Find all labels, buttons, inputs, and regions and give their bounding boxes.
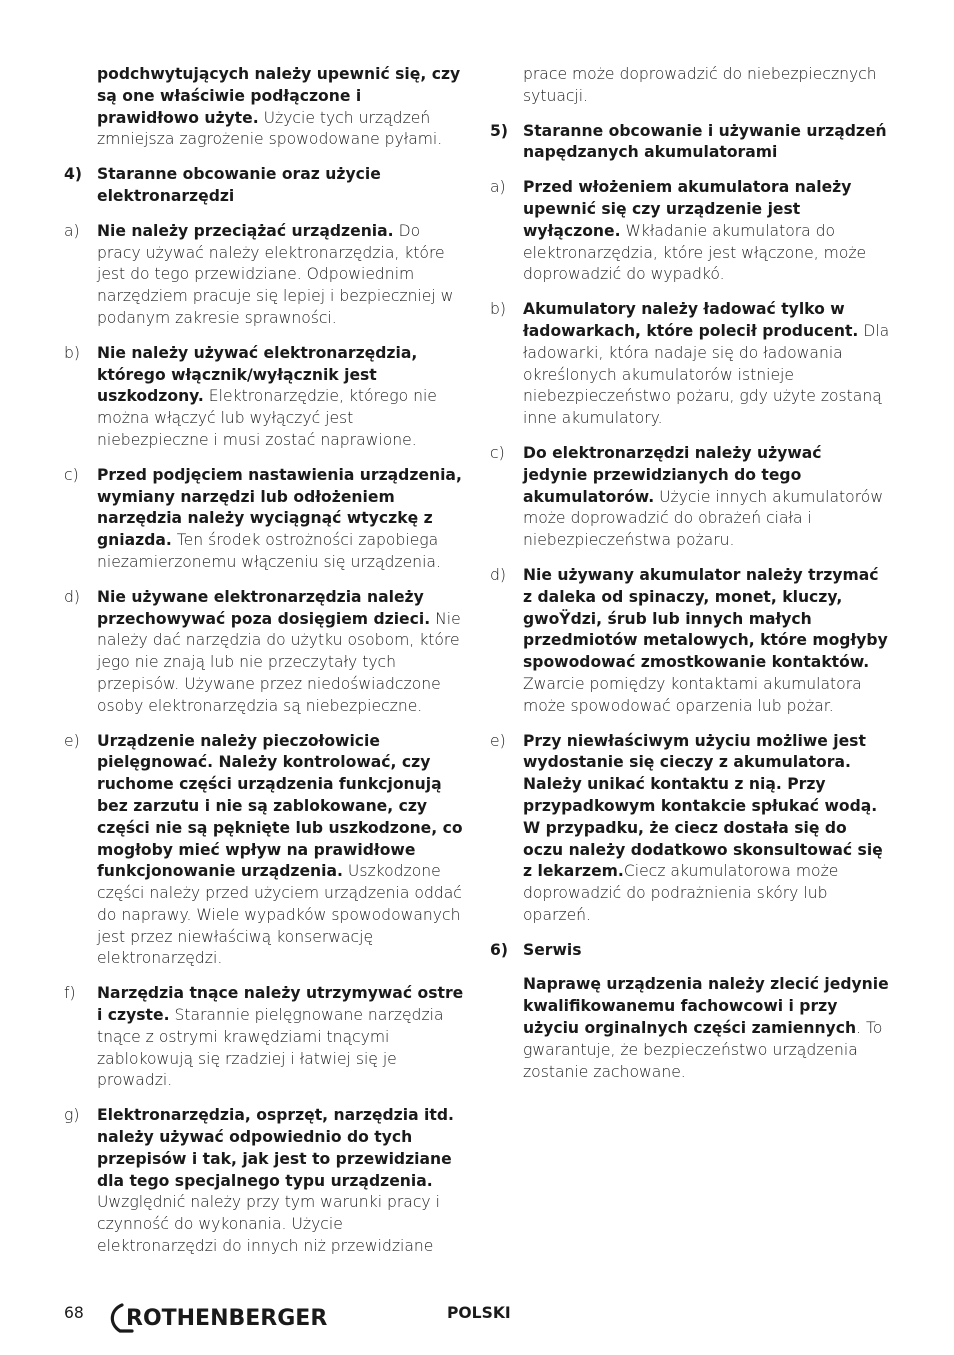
item-marker: a) — [64, 221, 80, 240]
item-bold: Elektronarzędzia, osprzęt, narzędzia itd. należy używać odpowiednio do tych przepisów i tak, jak jest to przewidziane dla tego specjalnego typu urządzenia. — [97, 1106, 454, 1190]
item-marker: c) — [490, 443, 505, 462]
list-item-c — [64, 465, 464, 574]
item-marker: c) — [64, 465, 79, 484]
brand-name: ROTHENBERGER — [126, 1306, 328, 1331]
list-item-e — [64, 731, 464, 971]
item-text: Elektronarzędzie, którego nie można włączyć lub wyłączyć jest niebezpieczne i musi zostać naprawione. — [97, 387, 437, 449]
item-bold: Akumulatory należy ładować tylko w ładowarkach, które polecił producent. — [523, 300, 859, 340]
section-title: Staranne obcowanie oraz użycie elektronarzędzi — [97, 165, 381, 205]
section-heading-5 — [490, 121, 890, 165]
item-text: Do pracy używać należy elektronarzędzia, które jest do tego przewidziane. Odpowiednim narzędziem pracuje się lepiej i bezpieczniej w podanym zakresie sprawności. — [97, 221, 454, 327]
item-marker: e) — [64, 731, 80, 750]
item-text: Wkładanie akumulatora do elektronarzędzia, które jest włączone, może doprowadzić do wypadkó. — [523, 221, 867, 284]
item-marker: d) — [64, 587, 80, 606]
item-bold: Przed podjęciem nastawienia urządzenia, wymiany narzędzi lub odłożeniem narzędzia należy wyciągnąć wtyczkę z gniazda. — [97, 465, 462, 550]
section-heading-4 — [64, 164, 464, 208]
list-item-d — [64, 587, 464, 718]
item-text: Użycie innych akumulatorów może doprowadzić do obrażeń ciała i niebezpieczeństwa pożaru. — [523, 487, 884, 550]
section-number: 5) — [490, 121, 508, 140]
item-bold: Nie należy używać elektronarzędzia, którego włącznik/wyłącznik jest uszkodzony. — [97, 343, 418, 406]
left-column — [64, 64, 464, 1271]
paragraph-text: Użycie tych urządzeń zmniejsza zagrożenie spowodowane pyłami. — [97, 108, 443, 149]
item-bold: Narzędzia tnące należy utrzymywać ostre i czyste. — [97, 984, 464, 1025]
list-item-d — [490, 565, 890, 718]
section-title: Serwis — [523, 940, 582, 959]
item-marker: g) — [64, 1106, 80, 1125]
item-marker: a) — [490, 178, 506, 197]
item-bold: Przed włożeniem akumulatora należy upewnić się czy urządzenie jest wyłączone. — [523, 178, 852, 240]
paragraph-text: prace może doprowadzić do niebezpiecznych sytuacji. — [523, 65, 877, 105]
rothenberger-logo — [106, 1300, 351, 1334]
item-bold: Przy niewłaściwym użyciu możliwe jest wydostanie się cieczy z akumulatora. Należy unikać kontaktu z nią. Przy przypadkowym kontakcie spłukać wodą. W przypadku, że ciecz dostała się do oczu należy dodatkowo skonsultować się z lekarzem. — [523, 731, 883, 881]
item-text: Zwarcie pomiędzy kontaktami akumulatora może spowodować oparzenia lub pożar. — [523, 674, 862, 715]
list-item-a — [64, 221, 464, 330]
paragraph-bold: podchwytujących należy upewnić się, czy są one właściwie podłączone i prawidłowo użyte. — [97, 65, 461, 127]
item-bold: Urządzenie należy pieczołowicie pielęgnować. Należy kontrolować, czy ruchome części urządzenia funkcjonują bez zarzutu i nie są zablokowane, czy części nie są pęknięte lub uszkodzone, co mogłoby mieć wpływ na prawidłowe funkcjonowanie urządzenia. — [97, 731, 463, 881]
language-label: POLSKI — [447, 1304, 511, 1322]
right-column — [490, 64, 890, 1096]
item-text: Uwzględnić należy przy tym warunki pracy i czynność do wykonania. Użycie elektronarzędzi do innych niż przewidziane — [97, 1193, 440, 1256]
item-marker: b) — [64, 343, 80, 362]
item-text: Dla ładowarki, która nadaje się do ładowania określonych akumulatorów istnieje niebezpieczeństwo pożaru, gdy użyte zostaną inne akumulatory. — [523, 321, 890, 428]
item-text: Ciecz akumulatorowa może doprowadzić do podrażnienia skóry lub oparzeń. — [523, 862, 839, 924]
item-text: Starannie pielęgnowane narzędzia tnące z ostrymi krawędziami tnącymi zablokowują się rzadziej i łatwiej się je prowadzi. — [97, 1006, 444, 1090]
list-item-b — [490, 299, 890, 430]
paragraph-text: . To gwarantuje, że bezpieczeństwo urządzenia zostanie zachowane. — [523, 1019, 883, 1081]
list-item-g — [64, 1105, 464, 1258]
section-number: 6) — [490, 940, 508, 959]
page-footer — [0, 1300, 954, 1340]
item-bold: Nie używany akumulator należy trzymać z daleka od spinaczy, monet, kluczy, gwoŸdzi, śrub lub innych małych przedmiotów metalowych, które mogłyby spowodować zmostkowanie kontaktów. — [523, 565, 888, 672]
list-item-c — [490, 443, 890, 552]
item-marker: e) — [490, 731, 506, 750]
item-text: Nie należy dać narzędzia do użytku osobom, które jego nie znają lub nie przeczytały tych przepisów. Używane przez niedoświadczone osoby elektronarzędzia są niebezpieczne. — [97, 609, 461, 715]
item-text: Ten środek ostrożności zapobiega niezamierzonemu włączeniu się urządzenia. — [97, 531, 441, 571]
item-bold: Nie używane elektronarzędzia należy przechowywać poza dosięgiem dzieci. — [97, 587, 431, 628]
item-marker: f) — [64, 984, 76, 1003]
item-text: Uszkodzone części należy przed użyciem urządzenia oddać do naprawy. Wiele wypadków spowodowanych jest przez niewłaściwą konserwację elektronarzędzi. — [97, 862, 462, 968]
section-heading-6 — [490, 940, 890, 962]
page-number: 68 — [64, 1304, 84, 1322]
section-number: 4) — [64, 165, 82, 184]
continued-paragraph — [64, 64, 464, 151]
item-marker: d) — [490, 565, 506, 584]
list-item-e — [490, 731, 890, 927]
item-bold: Nie należy przeciążać urządzenia. — [97, 221, 394, 240]
section-title: Staranne obcowanie i używanie urządzeń napędzanych akumulatorami — [523, 121, 887, 162]
list-item-b — [64, 343, 464, 452]
paragraph-bold: Naprawę urządzenia należy zlecić jedynie kwalifikowanemu fachowcowi i przy użyciu orginalnych części zamiennych — [523, 975, 889, 1038]
service-paragraph — [490, 974, 890, 1083]
continued-paragraph — [490, 64, 890, 108]
list-item-f — [64, 983, 464, 1092]
item-marker: b) — [490, 300, 506, 319]
item-bold: Do elektronarzędzi należy używać jedynie przewidzianych do tego akumulatorów. — [523, 443, 822, 506]
list-item-a — [490, 177, 890, 286]
